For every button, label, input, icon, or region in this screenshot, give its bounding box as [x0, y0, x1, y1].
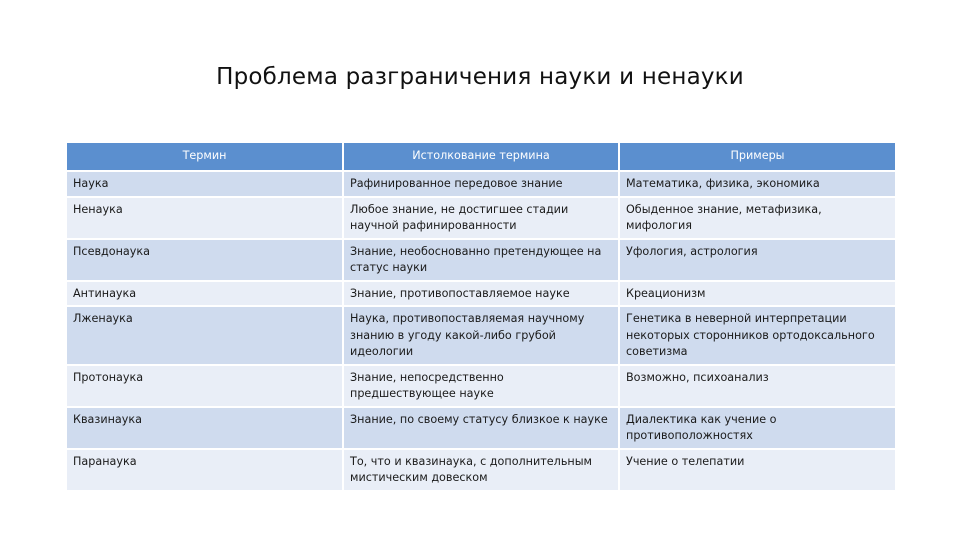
- term-cell: Паранаука: [67, 449, 343, 491]
- table-row: [67, 281, 895, 307]
- examples-cell: Возможно, психоанализ: [619, 365, 895, 407]
- header-examples: Примеры: [619, 143, 895, 171]
- term-cell: Псевдонаука: [67, 239, 343, 281]
- interpretation-cell: Любое знание, не достигшее стадии научной рафинированности: [343, 197, 619, 239]
- terms-table: [67, 143, 895, 492]
- header-term: Термин: [67, 143, 343, 171]
- examples-cell: Диалектика как учение о противоположностях: [619, 407, 895, 449]
- table-row: [67, 171, 895, 197]
- table-row: [67, 365, 895, 407]
- interpretation-cell: Знание, по своему статусу близкое к науке: [343, 407, 619, 449]
- interpretation-cell: Рафинированное передовое знание: [343, 171, 619, 197]
- term-cell: Лженаука: [67, 306, 343, 365]
- term-cell: Квазинаука: [67, 407, 343, 449]
- interpretation-cell: Знание, противопоставляемое науке: [343, 281, 619, 307]
- table-row: [67, 306, 895, 365]
- table-row: [67, 197, 895, 239]
- term-cell: Протонаука: [67, 365, 343, 407]
- table-row: [67, 407, 895, 449]
- examples-cell: Учение о телепатии: [619, 449, 895, 491]
- examples-cell: Математика, физика, экономика: [619, 171, 895, 197]
- table-row: [67, 449, 895, 491]
- interpretation-cell: Знание, необоснованно претендующее на статус науки: [343, 239, 619, 281]
- term-cell: Ненаука: [67, 197, 343, 239]
- table-row: [67, 239, 895, 281]
- header-interpretation: Истолкование термина: [343, 143, 619, 171]
- examples-cell: Генетика в неверной интерпретации некоторых сторонников ортодоксального советизма: [619, 306, 895, 365]
- interpretation-cell: Наука, противопоставляемая научному знанию в угоду какой-либо грубой идеологии: [343, 306, 619, 365]
- term-cell: Наука: [67, 171, 343, 197]
- term-cell: Антинаука: [67, 281, 343, 307]
- interpretation-cell: Знание, непосредственно предшествующее науке: [343, 365, 619, 407]
- examples-cell: Креационизм: [619, 281, 895, 307]
- examples-cell: Обыденное знание, метафизика, мифология: [619, 197, 895, 239]
- slide-title: Проблема разграничения науки и ненауки: [216, 64, 744, 90]
- examples-cell: Уфология, астрология: [619, 239, 895, 281]
- table-header-row: [67, 143, 895, 171]
- interpretation-cell: То, что и квазинаука, с дополнительным мистическим довеском: [343, 449, 619, 491]
